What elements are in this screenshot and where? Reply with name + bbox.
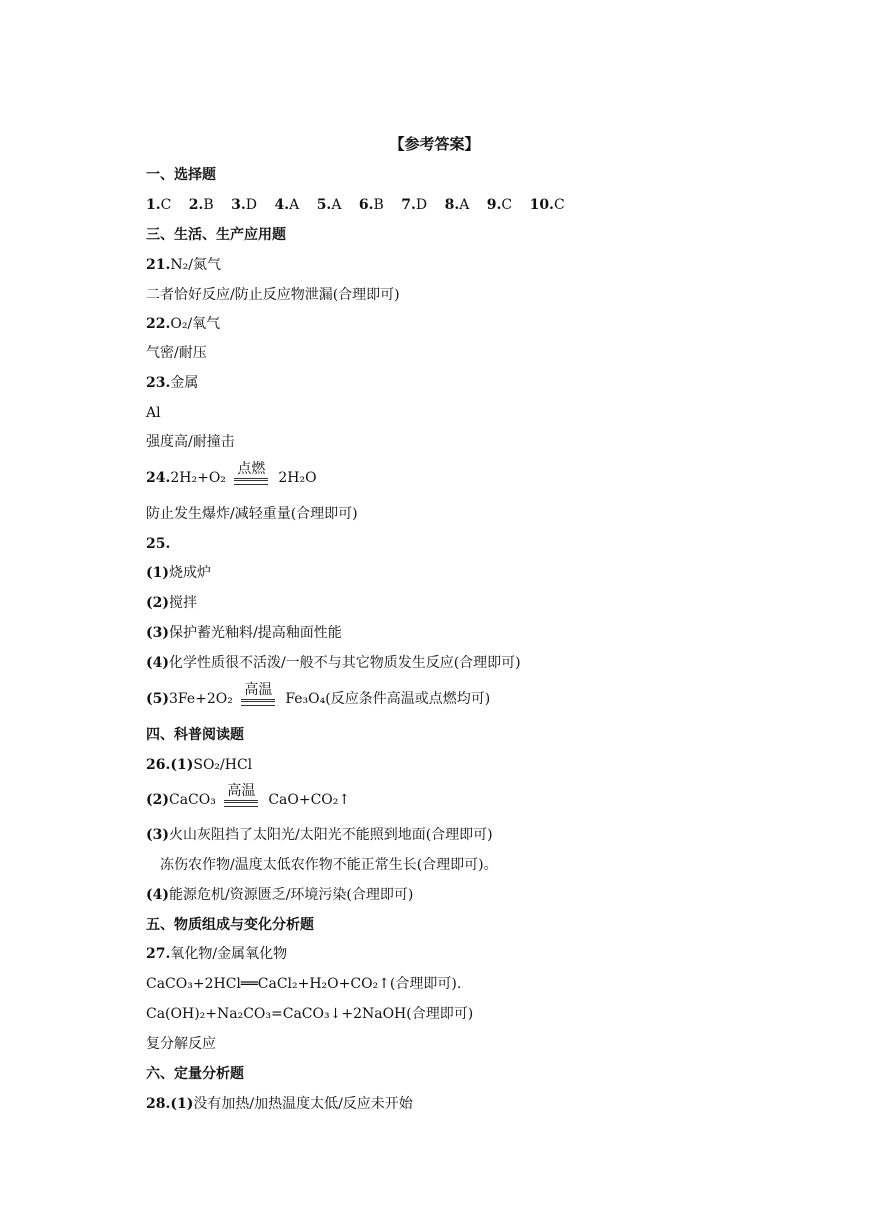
section-heading-reading: 四、科普阅读题 [146,727,244,743]
mc-item: 10.C [529,197,565,213]
q23-answer-2: Al [146,405,161,421]
q23-answer-1: 23.金属 [146,375,199,391]
q27-answer-3: Ca(OH)₂+Na₂CO₃=CaCO₃↓+2NaOH(合理即可) [146,1006,474,1022]
q27-answer-2: CaCO₃+2HCl══CaCl₂+H₂O+CO₂↑(合理即可). [146,976,462,992]
reaction-condition: 点燃 [230,461,278,485]
q24-answer-2: 防止发生爆炸/减轻重量(合理即可) [146,506,358,522]
page-title: 【参考答案】 [389,135,480,153]
q28-part-1: 28.(1)没有加热/加热温度太低/反应未开始 [146,1096,413,1112]
q25-part-4: (4)化学性质很不活泼/一般不与其它物质发生反应(合理即可) [146,655,521,671]
q24-equation: 24.2H₂+O₂ 点燃 2H₂O [146,461,317,486]
section-heading-quantitative: 六、定量分析题 [146,1066,244,1082]
q21-answer-2: 二者恰好反应/防止反应物泄漏(合理即可) [146,287,400,303]
mc-item: 7.D [401,197,428,213]
mc-item: 3.D [231,197,258,213]
q22-answer-1: 22.O₂/氧气 [146,316,221,332]
mc-item: 9.C [486,197,513,213]
q25-part-3: (3)保护蓄光釉料/提高釉面性能 [146,625,342,641]
mc-item: 4.A [274,197,300,213]
multiple-choice-answers [146,195,578,215]
q27-answer-1: 27.氧化物/金属氧化物 [146,946,288,962]
reaction-condition: 高温 [220,783,268,807]
q26-part-2: (2)CaCO₃ 高温 CaO+CO₂↑ [146,783,351,808]
q26-part-1: 26.(1)SO₂/HCl [146,757,253,773]
q25-part-2: (2)搅拌 [146,595,197,611]
section-heading-choice: 一、选择题 [146,167,216,183]
mc-item: 5.A [316,197,342,213]
q26-part-3: (3)火山灰阻挡了太阳光/太阳光不能照到地面(合理即可) [146,827,493,843]
reaction-condition: 高温 [237,682,285,706]
q27-answer-4: 复分解反应 [146,1036,216,1052]
q26-part-4: (4)能源危机/资源匮乏/环境污染(合理即可) [146,887,414,903]
mc-item: 2.B [188,197,214,213]
q25-part-5: (5)3Fe+2O₂ 高温 Fe₃O₄(反应条件高温或点燃均可) [146,682,491,707]
mc-item: 8.A [444,197,470,213]
q25-part-1: (1)烧成炉 [146,565,211,581]
q22-answer-2: 气密/耐压 [146,345,207,361]
q21-answer-1: 21.N₂/氮气 [146,257,221,273]
section-heading-application: 三、生活、生产应用题 [146,227,286,243]
mc-item: 1.C [146,197,172,213]
q23-answer-3: 强度高/耐撞击 [146,434,235,450]
section-heading-composition: 五、物质组成与变化分析题 [146,917,314,933]
mc-item: 6.B [358,197,384,213]
q26-part-3-continued: 冻伤农作物/温度太低农作物不能正常生长(合理即可)。 [160,857,498,873]
q25-number: 25. [146,536,171,552]
